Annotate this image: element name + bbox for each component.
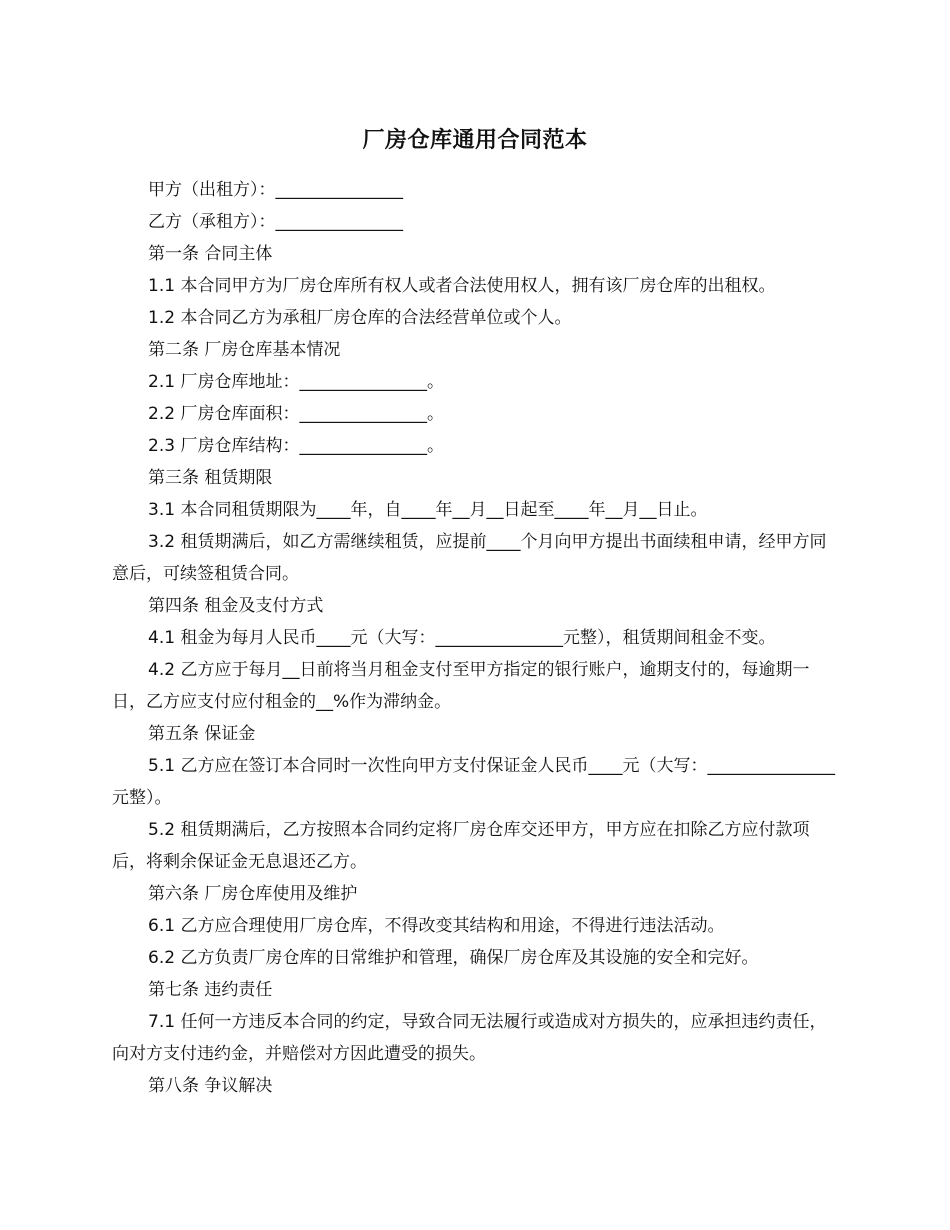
clause-2-1: 2.1 厂房仓库地址：_______________。 <box>148 372 444 392</box>
article-3-heading: 第三条 租赁期限 <box>148 468 273 488</box>
clause-2-3: 2.3 厂房仓库结构：_______________。 <box>148 436 444 456</box>
clause-3-2: 3.2 租赁期满后，如乙方需继续租赁，应提前____个月向甲方提出书面续租申请，经甲方同意后，可续签租赁合同。 <box>112 532 827 584</box>
party-a-line: 甲方（出租方）：_______________ <box>148 180 403 200</box>
article-2-heading: 第二条 厂房仓库基本情况 <box>148 340 341 360</box>
clause-2-2: 2.2 厂房仓库面积：_______________。 <box>148 404 444 424</box>
clause-1-2: 1.2 本合同乙方为承租厂房仓库的合法经营单位或个人。 <box>148 308 572 328</box>
article-4-heading: 第四条 租金及支付方式 <box>148 596 324 616</box>
clause-7-1: 7.1 任何一方违反本合同的约定，导致合同无法履行或造成对方损失的，应承担违约责任，向对方支付违约金，并赔偿对方因此遭受的损失。 <box>112 1012 827 1064</box>
clause-5-1: 5.1 乙方应在签订本合同时一次性向甲方支付保证金人民币____元（大写：_______________元整）。 <box>112 756 835 808</box>
document-body <box>112 174 838 1102</box>
clause-4-2: 4.2 乙方应于每月__日前将当月租金支付至甲方指定的银行账户，逾期支付的，每逾期一日，乙方应支付应付租金的__%作为滞纳金。 <box>112 660 810 712</box>
clause-6-1: 6.1 乙方应合理使用厂房仓库，不得改变其结构和用途，不得进行违法活动。 <box>148 916 725 936</box>
article-6-heading: 第六条 厂房仓库使用及维护 <box>148 884 358 904</box>
party-b-line: 乙方（承租方）：_______________ <box>148 212 403 232</box>
article-1-heading: 第一条 合同主体 <box>148 244 273 264</box>
clause-3-1: 3.1 本合同租赁期限为____年，自____年__月__日起至____年__月__日止。 <box>148 500 708 520</box>
clause-4-1: 4.1 租金为每月人民币____元（大写：_______________元整），租赁期间租金不变。 <box>148 628 776 648</box>
clause-5-2: 5.2 租赁期满后，乙方按照本合同约定将厂房仓库交还甲方，甲方应在扣除乙方应付款项后，将剩余保证金无息退还乙方。 <box>112 820 810 872</box>
document-title: 厂房仓库通用合同范本 <box>362 128 588 153</box>
clause-6-2: 6.2 乙方负责厂房仓库的日常维护和管理，确保厂房仓库及其设施的安全和完好。 <box>148 948 759 968</box>
article-8-heading: 第八条 争议解决 <box>148 1076 273 1096</box>
article-5-heading: 第五条 保证金 <box>148 724 256 744</box>
clause-1-1: 1.1 本合同甲方为厂房仓库所有权人或者合法使用权人，拥有该厂房仓库的出租权。 <box>148 276 776 296</box>
article-7-heading: 第七条 违约责任 <box>148 980 273 1000</box>
